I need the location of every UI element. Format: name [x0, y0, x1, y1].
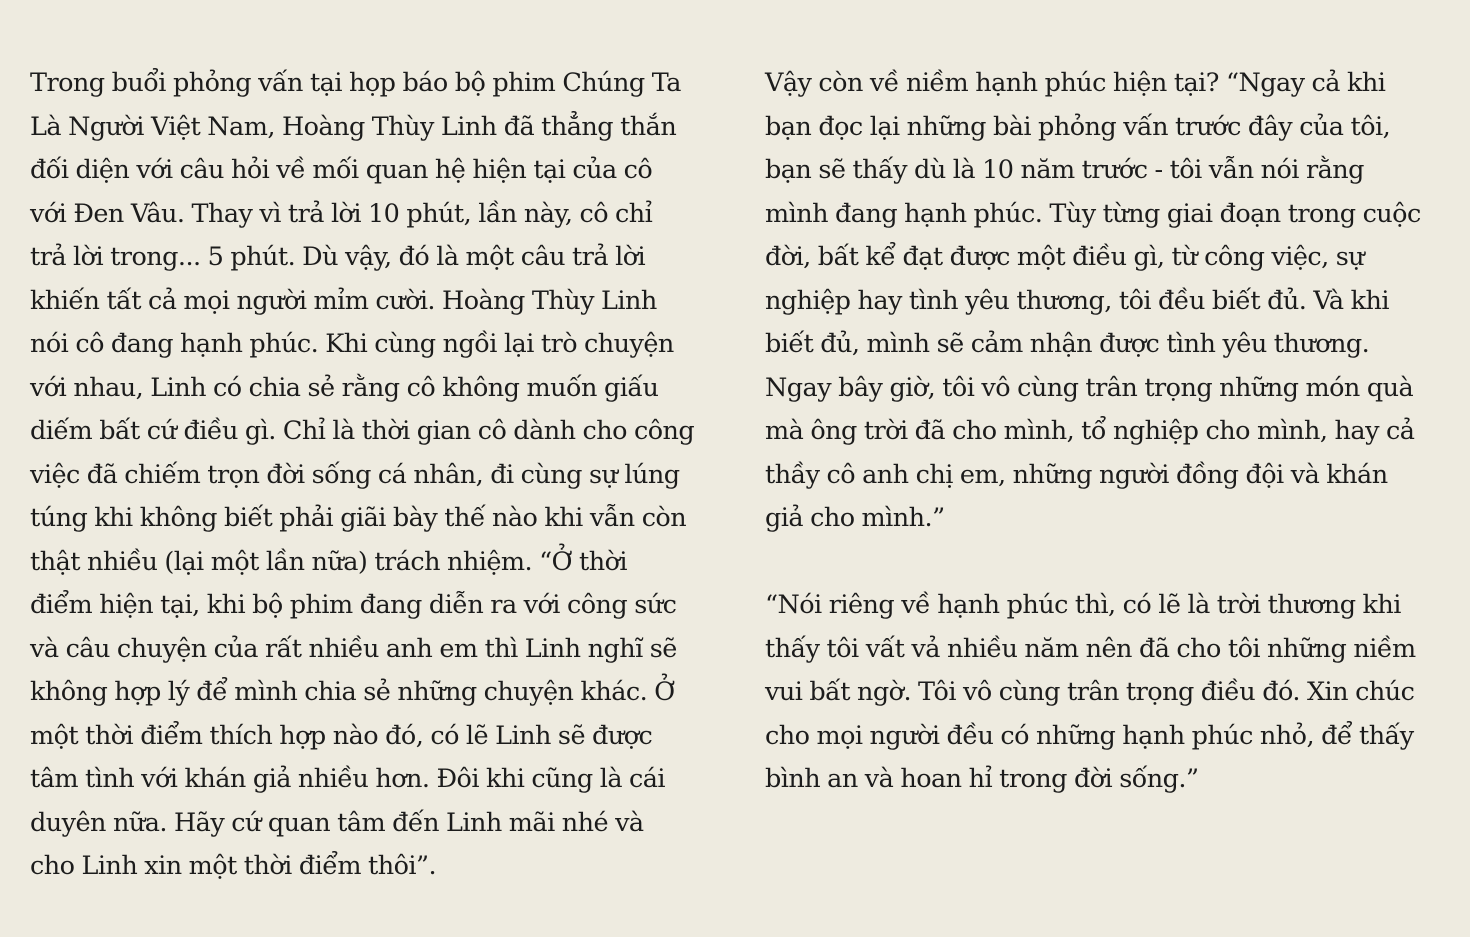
- paragraph-line: cho Linh xin một thời điểm thôi”.: [30, 851, 437, 881]
- paragraph-line: với nhau, Linh có chia sẻ rằng cô không muốn giấu: [30, 372, 659, 403]
- paragraph-spacer: [765, 541, 1455, 585]
- paragraph-line: bạn đọc lại những bài phỏng vấn trước đây của tôi,: [765, 111, 1391, 142]
- paragraph-line: và câu chuyện của rất nhiều anh em thì Linh nghĩ sẽ: [30, 633, 677, 664]
- paragraph-line: duyên nữa. Hãy cứ quan tâm đến Linh mãi nhé và: [30, 807, 644, 838]
- paragraph-line: Vậy còn về niềm hạnh phúc hiện tại? “Ngay cả khi: [765, 68, 1386, 98]
- paragraph-line: giả cho mình.”: [765, 503, 945, 533]
- paragraph-line: nghiệp hay tình yêu thương, tôi đều biết đủ. Và khi: [765, 285, 1390, 316]
- right-column: [765, 62, 1455, 802]
- paragraph-line: túng khi không biết phải giãi bày thế nào khi vẫn còn: [30, 503, 687, 533]
- paragraph-line: thầy cô anh chị em, những người đồng đội và khán: [765, 459, 1388, 490]
- paragraph-line: Trong buổi phỏng vấn tại họp báo bộ phim Chúng Ta: [30, 68, 681, 98]
- paragraph-line: trả lời trong... 5 phút. Dù vậy, đó là một câu trả lời: [30, 242, 646, 272]
- paragraph-line: thấy tôi vất vả nhiều năm nên đã cho tôi những niềm: [765, 633, 1416, 664]
- paragraph-line: thật nhiều (lại một lần nữa) trách nhiệm. “Ở thời: [30, 546, 628, 577]
- paragraph-line: đối diện với câu hỏi về mối quan hệ hiện tại của cô: [30, 155, 653, 185]
- paragraph-line: Ngay bây giờ, tôi vô cùng trân trọng những món quà: [765, 372, 1414, 403]
- paragraph-line: bạn sẽ thấy dù là 10 năm trước - tôi vẫn nói rằng: [765, 155, 1364, 185]
- paragraph-line: diếm bất cứ điều gì. Chỉ là thời gian cô dành cho công: [30, 416, 695, 446]
- right-paragraph-1: [765, 62, 1455, 541]
- paragraph-line: khiến tất cả mọi người mỉm cười. Hoàng Thùy Linh: [30, 285, 657, 316]
- left-column-paragraph: [30, 62, 720, 889]
- paragraph-line: đời, bất kể đạt được một điều gì, từ công việc, sự: [765, 242, 1365, 272]
- paragraph-line: vui bất ngờ. Tôi vô cùng trân trọng điều đó. Xin chúc: [765, 677, 1415, 707]
- paragraph-line: một thời điểm thích hợp nào đó, có lẽ Linh sẽ được: [30, 720, 653, 751]
- paragraph-line: “Nói riêng về hạnh phúc thì, có lẽ là trời thương khi: [765, 590, 1401, 620]
- paragraph-line: không hợp lý để mình chia sẻ những chuyện khác. Ở: [30, 677, 675, 707]
- paragraph-line: cho mọi người đều có những hạnh phúc nhỏ, để thấy: [765, 720, 1414, 751]
- paragraph-line: mà ông trời đã cho mình, tổ nghiệp cho mình, hay cả: [765, 416, 1415, 446]
- paragraph-line: tâm tình với khán giả nhiều hơn. Đôi khi cũng là cái: [30, 764, 666, 794]
- paragraph-line: nói cô đang hạnh phúc. Khi cùng ngồi lại trò chuyện: [30, 329, 674, 359]
- right-paragraph-2: [765, 584, 1455, 802]
- paragraph-line: điểm hiện tại, khi bộ phim đang diễn ra với công sức: [30, 590, 677, 620]
- paragraph-line: biết đủ, mình sẽ cảm nhận được tình yêu thương.: [765, 329, 1370, 359]
- paragraph-line: Là Người Việt Nam, Hoàng Thùy Linh đã thẳng thắn: [30, 111, 677, 142]
- paragraph-line: mình đang hạnh phúc. Tùy từng giai đoạn trong cuộc: [765, 198, 1421, 229]
- paragraph-line: bình an và hoan hỉ trong đời sống.”: [765, 764, 1199, 794]
- paragraph-line: việc đã chiếm trọn đời sống cá nhân, đi cùng sự lúng: [30, 459, 680, 490]
- paragraph-line: với Đen Vâu. Thay vì trả lời 10 phút, lần này, cô chỉ: [30, 198, 653, 229]
